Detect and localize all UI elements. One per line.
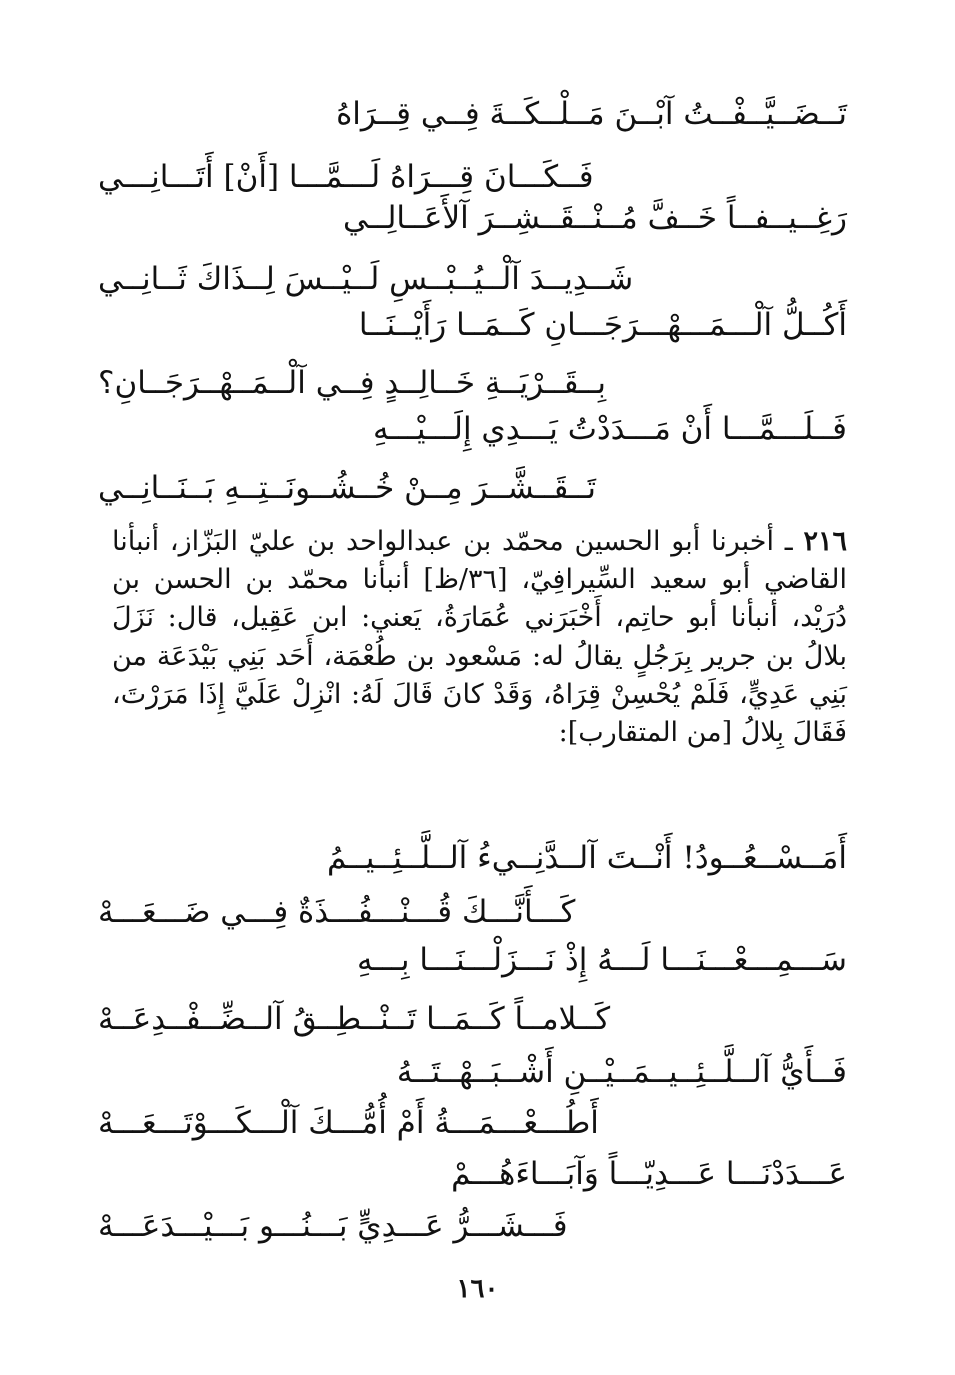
poem-1-line-1: تَــضَــيَّــفْــتُ آبْــنَ مَــلْــكَــةَ فِــي قِــرَاهُ <box>336 96 847 132</box>
poem-1-line-8: تَــقَــشَّــرَ مِــنْ خُــشُــونَــتِــهِ بَــنَــانِــي <box>98 470 596 506</box>
report-number: ٢١٦ <box>803 526 847 557</box>
poem-1-line-2: فَــكَـــانَ قِـــرَاهُ لَـــمَّـــا [أَنْ] أَتَـــانِـــي <box>98 159 594 195</box>
report-text: ـ أخبرنا أبو الحسين محمّد بن عبدالواحد بن عليّ البَزّاز، أنبأنا القاضي أبو سعيد السِّيرافِيّ، [٣٦/ظ] أنبأنا محمّد بن الحسن بن دُرَيْد، أنبأنا أبو حاتِم، أَخْبَرَني عُمَارَةُ، يَعني: ابن عَقِيل، قال: نَزَلَ بلالُ بن جرير بِرَجُلٍ يقالُ له: مَسْعود بن طُعْمَة، أَحَد بَنِي بَيْدَعَة من بَنِي عَدِيٍّ، فَلَمْ يُحْسِنْ قِرَاهُ، وَقَدْ كانَ قَالَ لَهُ: انْزِلْ عَلَيَّ إِذَا مَرَرْتَ، فَقَالَ بِلالُ [من المتقارب]: <box>112 526 847 749</box>
poem-2-line-4: كَــلامــاً كَــمَــا تَــنْــطِــقُ آلــضِّــفْــدِعَــهْ <box>98 1001 611 1037</box>
poem-1-line-4: شَــدِيــدَ آلْــيُــبْــسِ لَــيْــسَ لِــذَاكَ ثَــانِــي <box>98 261 634 297</box>
poem-2-line-3: سَـــمِـــعْـــنَـــا لَـــهُ إِذْ نَـــزَلْـــنَـــا بِـــهِ <box>357 942 847 978</box>
poem-1-line-6: بِــقَــرْيَــةِ خَــالِــدٍ فِــي آلْــمَــهْــرَجَــانِ؟ <box>98 365 607 401</box>
poem-2-line-8: فَـــشَـــرُّ عَـــدِيٍّ بَـــنُـــو بَـــيْـــدَعَـــهْ <box>98 1208 568 1244</box>
poem-2-line-5: فَــأَيُّ آلــلَّــئِــيــمَــيْــنِ أَشْــبَــهْــتَــهُ <box>396 1054 847 1090</box>
poem-1-line-7: فَــلَـــمَّـــا أَنْ مَـــدَدْتُ يَـــدِي إِلَـــيْـــهِ <box>373 411 847 447</box>
poem-2-line-2: كَـــأَنَّـــكَ قُـــنْـــفُـــذَةٌ فِـــي ضَـــعَـــهْ <box>98 894 576 930</box>
report-paragraph <box>112 523 847 752</box>
poem-1-line-5: أَكُــلُّ آلْـــمَـــهْـــرَجَـــانِ كَــمَــا رَأَيْــنَــا <box>358 307 847 343</box>
poem-2-line-7: عَـــدَدْنَـــا عَـــدِيّـــاً وَآبَـــاءَهُـــمْ <box>451 1156 847 1192</box>
poem-2-line-6: أَطُـــعْـــمَـــةُ أَمْ أُمُّـــكَ آلْـــكَـــوْتَـــعَـــهْ <box>98 1105 599 1141</box>
poem-2-line-1: أَمَــسْــعُــودُ! أَنْــتَ آلــدَّنِــيءُ آلــلَّــئِــيــمُ <box>326 840 847 876</box>
poem-1-line-3: رَغِــيــفــاً خَــفَّ مُــنْــقَــشِــرَ آلأَعَــالِــي <box>342 200 847 236</box>
page-number: ١٦٠ <box>456 1274 499 1304</box>
